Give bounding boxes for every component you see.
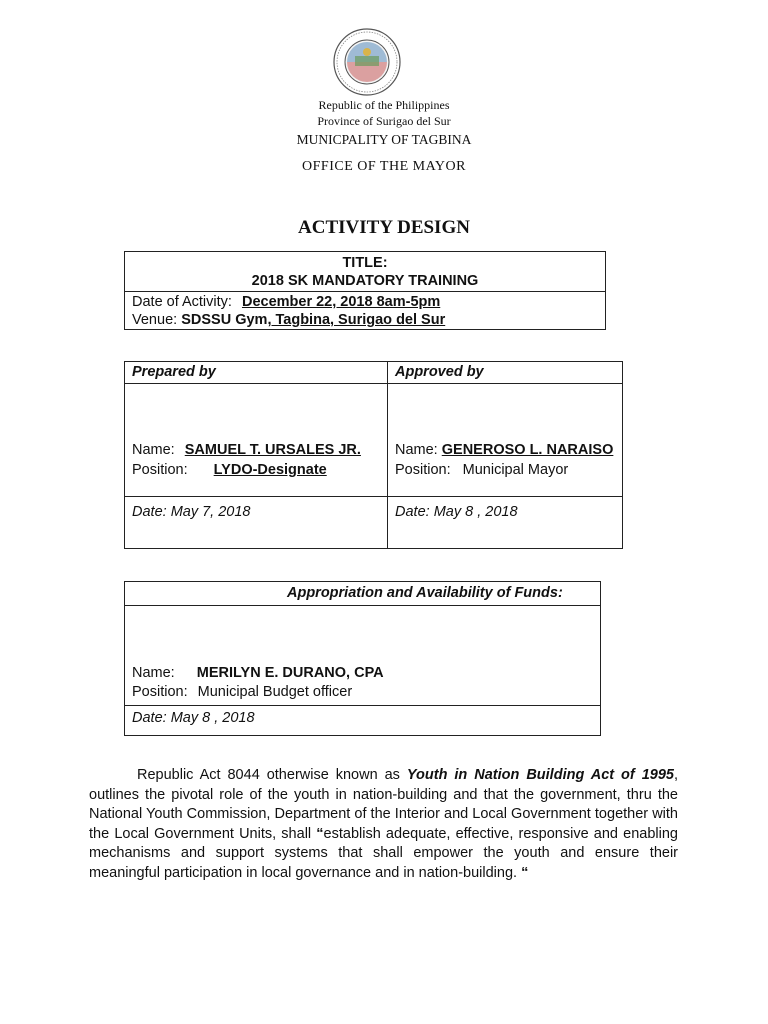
approved-date-label: Date: [395,504,430,520]
prepared-name-line [132,440,380,460]
funds-header: Appropriation and Availability of Funds: [125,582,601,606]
activity-date-label: Date of Activity: [132,294,232,310]
body-quote-open: “ [316,825,324,842]
header-municipality: MUNICPALITY OF TAGBINA [296,132,472,147]
body-part1: Republic Act 8044 otherwise known as [137,767,407,783]
funds-cell [125,606,601,706]
municipal-seal-icon [333,28,401,96]
funds-date-cell [125,706,601,736]
approved-name-value: GENEROSO L. NARAISO [441,442,614,458]
activity-details-cell [125,292,606,330]
body-paragraph [89,766,678,884]
approved-name-label: Name: [395,442,438,458]
document-title: ACTIVITY DESIGN [298,217,470,238]
body-quote-close: “ [521,864,529,881]
approved-by-header: Approved by [388,362,623,384]
prepared-position-line [132,460,380,480]
prepared-name-value: SAMUEL T. URSALES JR. [184,442,361,458]
funds-position-label: Position: [132,684,188,700]
activity-date-value: December 22, 2018 8am-5pm [241,294,441,310]
funds-position-line [132,683,593,702]
funds-date-value: May 8 , 2018 [166,710,255,726]
header-province: Province of Surigao del Sur [317,114,451,128]
funds-date-label: Date: [132,710,167,726]
header-office: OFFICE OF THE MAYOR [302,159,466,174]
prepared-name-label: Name: [132,442,175,458]
approved-date-cell [388,497,623,549]
body-emphasis: Youth in Nation Building Act of 1995 [406,767,674,783]
approved-position-value: Municipal Mayor [462,462,569,478]
funds-name-line [132,664,593,683]
prepared-date-cell [125,497,388,549]
prepared-by-cell [125,384,388,497]
activity-venue-value-b: , Tagbina, Surigao del Sur [267,312,446,328]
funds-box [124,581,601,736]
activity-box [124,251,606,330]
body-part2: , outlines the pivotal role of the youth in nation-building and that the government, thru the National Youth Commission, Department of the Interior and Local Government together with the Local Government Units, shall [89,767,678,842]
approved-position-line [395,460,615,480]
prepared-date-label: Date: [132,504,167,520]
funds-name-label: Name: [132,665,175,681]
approved-by-cell [388,384,623,497]
activity-title-label: TITLE: [342,255,388,271]
body-part3: establish adequate, effective, responsive and enabling mechanisms and support systems that shall empower the youth and ensure their meaningful participation in local governance and in nation-building. [89,825,678,881]
prepared-by-header: Prepared by [125,362,388,384]
approved-position-label: Position: [395,462,451,478]
approved-date-value: May 8 , 2018 [429,504,518,520]
header-republic: Republic of the Philippines [318,98,450,112]
activity-venue-line [132,311,598,329]
activity-title-cell [125,252,606,292]
funds-position-value: Municipal Budget officer [197,684,353,700]
activity-date-line [132,293,598,311]
prepared-date-value: May 7, 2018 [166,504,251,520]
approved-name-line [395,440,615,460]
activity-title-value: 2018 SK MANDATORY TRAINING [251,273,479,289]
prepared-position-label: Position: [132,462,188,478]
activity-venue-value-a: SDSSU Gym [181,312,268,328]
prepared-position-value: LYDO-Designate [213,462,327,478]
funds-name-value: MERILYN E. DURANO, CPA [196,665,384,681]
activity-venue-label: Venue: [132,312,178,328]
signatories-box [124,361,623,549]
